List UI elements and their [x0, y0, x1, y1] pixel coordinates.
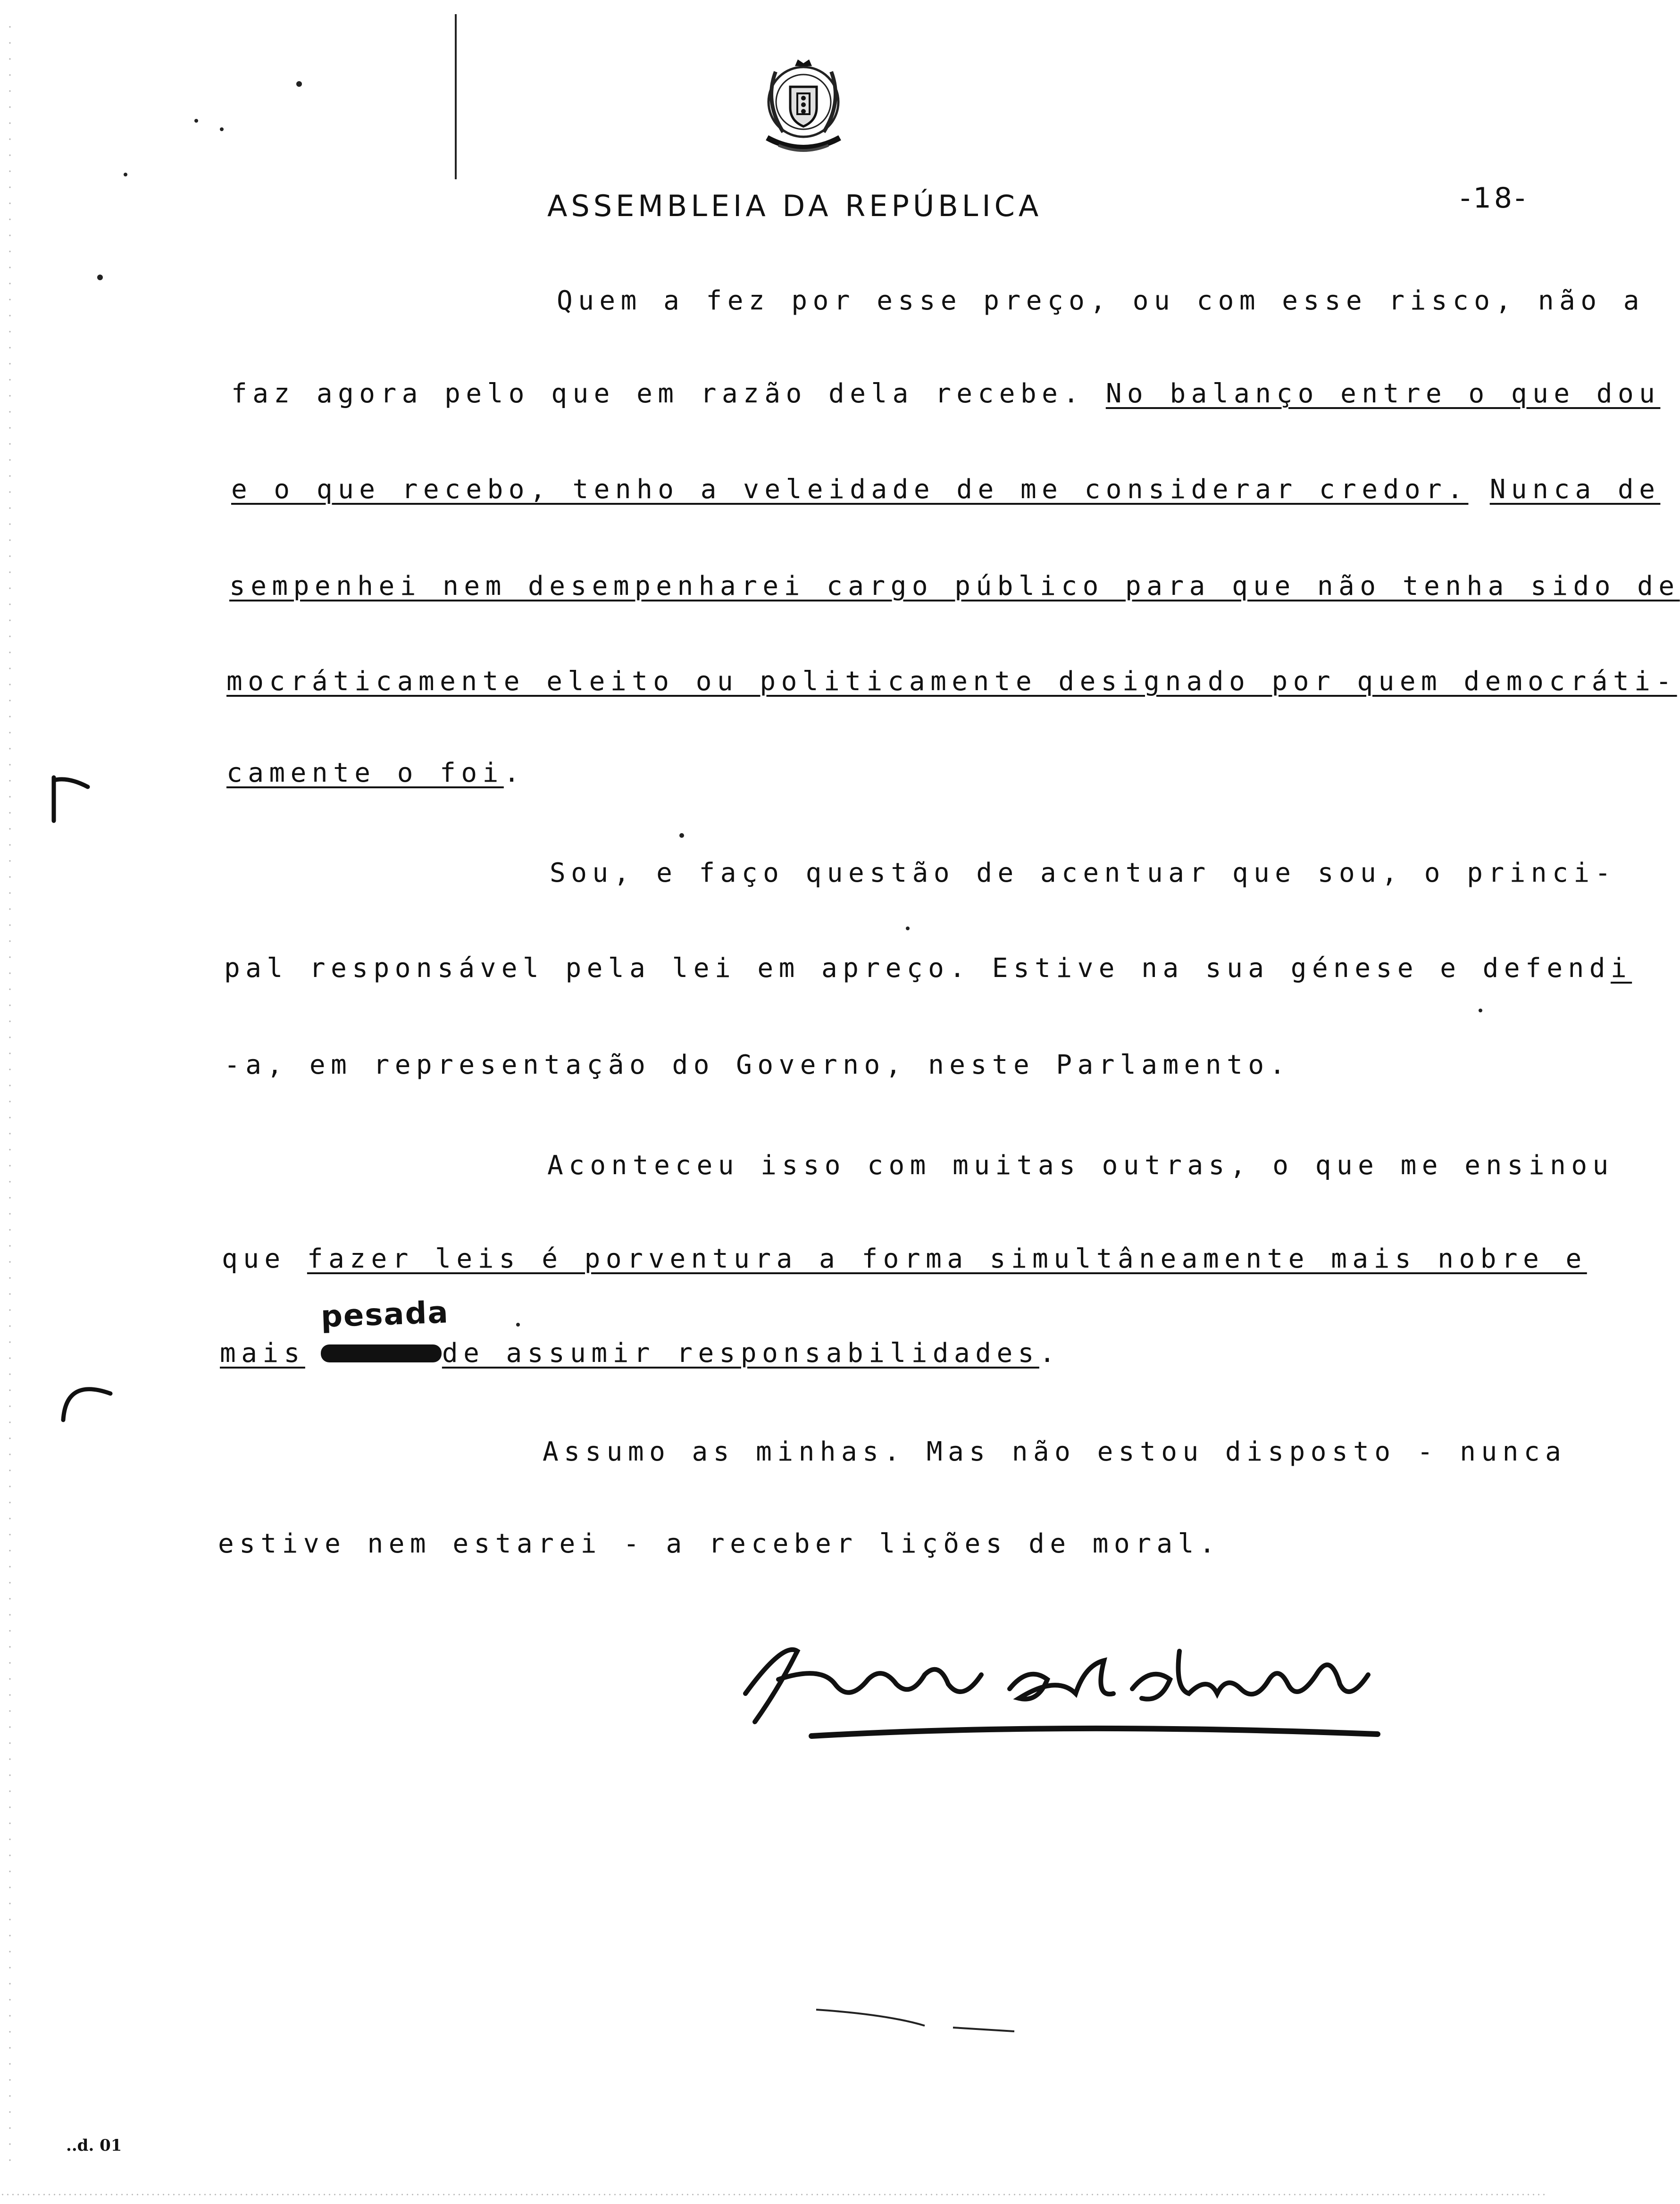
scan-speck: [296, 81, 302, 87]
underlined-text: Nunca de: [1489, 474, 1661, 505]
coat-of-arms-emblem: [749, 53, 858, 161]
underlined-text-line: sempenhei nem desempenharei cargo público para que não tenha sido de: [229, 571, 1680, 601]
text-line: Assumo as minhas. Mas não estou disposto - nunca: [543, 1436, 1567, 1467]
scan-speck: [679, 833, 684, 838]
page-number: -18-: [1460, 182, 1528, 215]
text-segment: que: [222, 1244, 286, 1274]
scan-speck: [220, 127, 224, 131]
underlined-text: i: [1610, 953, 1632, 984]
scan-speck: [194, 119, 198, 123]
text-line: [224, 953, 1632, 984]
scan-speck: [906, 927, 910, 930]
text-segment: faz agora pelo que em razão dela recebe.: [231, 378, 1085, 409]
underlined-text: No balanço entre o que dou: [1105, 378, 1661, 409]
text-line: [231, 474, 1660, 505]
text-line: Sou, e faço questão de acentuar que sou, o princi-: [550, 858, 1616, 888]
scan-speck: [124, 173, 127, 176]
underlined-text: mais: [220, 1338, 305, 1369]
handwritten-correction: pesada: [320, 1295, 450, 1335]
left-margin-scan-noise: [7, 19, 13, 2170]
text-line: -a, em representação do Governo, neste Parlamento.: [224, 1050, 1291, 1080]
underlined-text: fazer leis é porventura a forma simultâneamente mais nobre e: [307, 1244, 1587, 1274]
underlined-text: de assumir responsabilidades: [442, 1338, 1039, 1369]
scan-speck: [516, 1323, 520, 1327]
text-segment: pal responsável pela lei em apreço. Estive na sua génese e defend: [224, 953, 1611, 984]
text-line: camente o foi.: [226, 758, 526, 788]
scan-speck: [97, 275, 103, 280]
margin-bracket-mark: [47, 774, 94, 830]
text-line: Quem a fez por esse preço, ou com esse risco, não a: [557, 285, 1645, 316]
underlined-text: camente o foi: [226, 758, 504, 788]
pen-stroke-mark: [816, 2005, 1014, 2033]
text-line: [222, 1244, 1587, 1274]
bottom-edge-scan-noise: [0, 2193, 1547, 2196]
scan-speck: [1479, 1009, 1482, 1012]
form-code: ..d. 01: [66, 2136, 122, 2155]
handwritten-signature: [727, 1623, 1387, 1755]
text-line: Aconteceu isso com muitas outras, o que me ensinou: [547, 1150, 1614, 1181]
text-line: estive nem estarei - a receber lições de moral.: [218, 1528, 1221, 1559]
text-line: [231, 378, 1660, 409]
underlined-text: e o que recebo, tenho a veleidade de me considerar credor.: [231, 474, 1469, 505]
scan-artifact-line: [455, 14, 457, 179]
document-header-title: ASSEMBLEIA DA REPÚBLICA: [547, 189, 1043, 223]
margin-arc-mark: [57, 1373, 118, 1425]
underlined-text-line: mocráticamente eleito ou politicamente designado por quem democráti-: [226, 666, 1677, 697]
text-line: mais de assumir responsabilidades.: [220, 1338, 1061, 1369]
